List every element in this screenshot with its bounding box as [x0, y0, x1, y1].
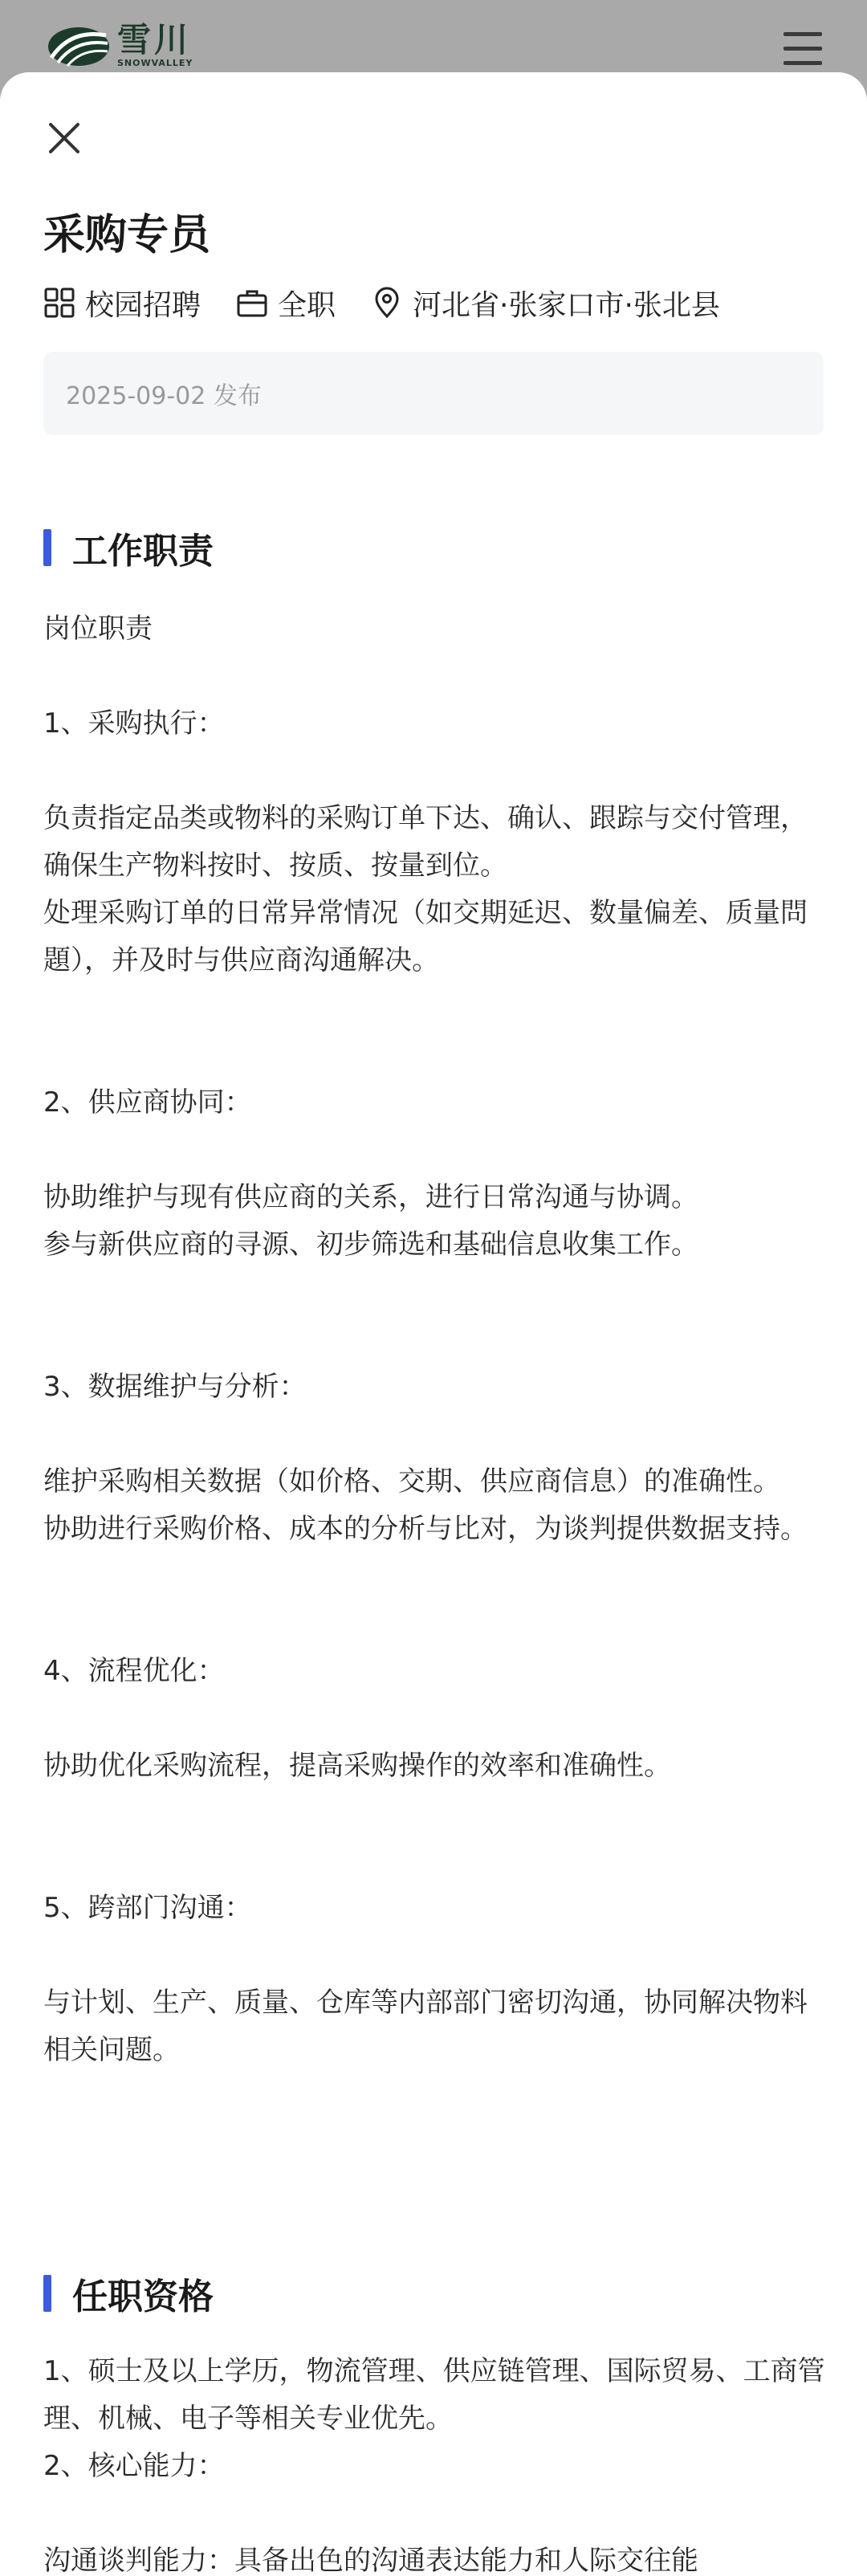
- company-logo[interactable]: [47, 21, 193, 69]
- job-detail-sheet: [0, 72, 867, 2576]
- meta-recruit-type: [43, 283, 201, 324]
- section-accent-bar: [43, 529, 51, 566]
- meta-location-label: 河北省·张家口市·张北县: [413, 288, 720, 322]
- qualifications-text: 1、硕士及以上学历，物流管理、供应链管理、国际贸易、工商管理、机械、电子等相关专业优先。 2、核心能力： 沟通谈判能力：具备出色的沟通表达能力和人际交往能: [43, 2355, 825, 2576]
- meta-job-type-label: 全职: [278, 288, 336, 322]
- section-title-qualifications: 任职资格: [72, 2276, 214, 2317]
- briefcase-icon: [236, 287, 268, 319]
- hamburger-menu-icon[interactable]: [780, 27, 825, 69]
- logo-text-cn: 雪川: [117, 19, 192, 59]
- meta-recruit-type-label: 校园招聘: [85, 288, 201, 322]
- section-header-qualifications: [43, 2268, 214, 2319]
- top-bar: [0, 0, 867, 74]
- meta-job-type: [236, 283, 336, 324]
- section-accent-bar: [43, 2275, 51, 2312]
- close-icon[interactable]: [47, 120, 82, 156]
- grid-icon: [43, 287, 75, 319]
- snowvalley-logo-icon: [47, 21, 111, 69]
- publish-date: 2025-09-02 发布: [66, 382, 262, 410]
- section-title-duties: 工作职责: [72, 531, 214, 572]
- publish-date-box: [43, 352, 824, 435]
- logo-text-en: SNOWVALLEY: [117, 57, 193, 68]
- duties-text: 岗位职责 1、采购执行： 负责指定品类或物料的采购订单下达、确认、跟踪与交付管理，确保生产物料按时、按质、按量到位。 处理采购订单的日常异常情况（如交期延迟、数量偏差、质量問題），并及时与供应商沟通解决。 2、供应商协同： 协助维护与现有供应商的关系，进行日常沟通与协调。 参与新供应商的寻源、初步筛选和基础信息收集工作。 3、数据维护与分析： 维护采购相关数据（如价格、交期、供应商信息）的准确性。 协助进行采购价格、成本的分析与比对，为谈判提供数据支持。 4、流程优化： 协助优化采购流程，提高采购操作的效率和准确性。 5、跨部门沟通： 与计划、生产、质量、仓库等内部部门密切沟通，协同解决物料相关问题。: [43, 613, 808, 2066]
- meta-location: [371, 283, 720, 324]
- section-header-duties: [43, 522, 214, 573]
- job-meta: [43, 283, 755, 323]
- location-pin-icon: [371, 287, 403, 319]
- job-title: 采购专员: [43, 211, 211, 259]
